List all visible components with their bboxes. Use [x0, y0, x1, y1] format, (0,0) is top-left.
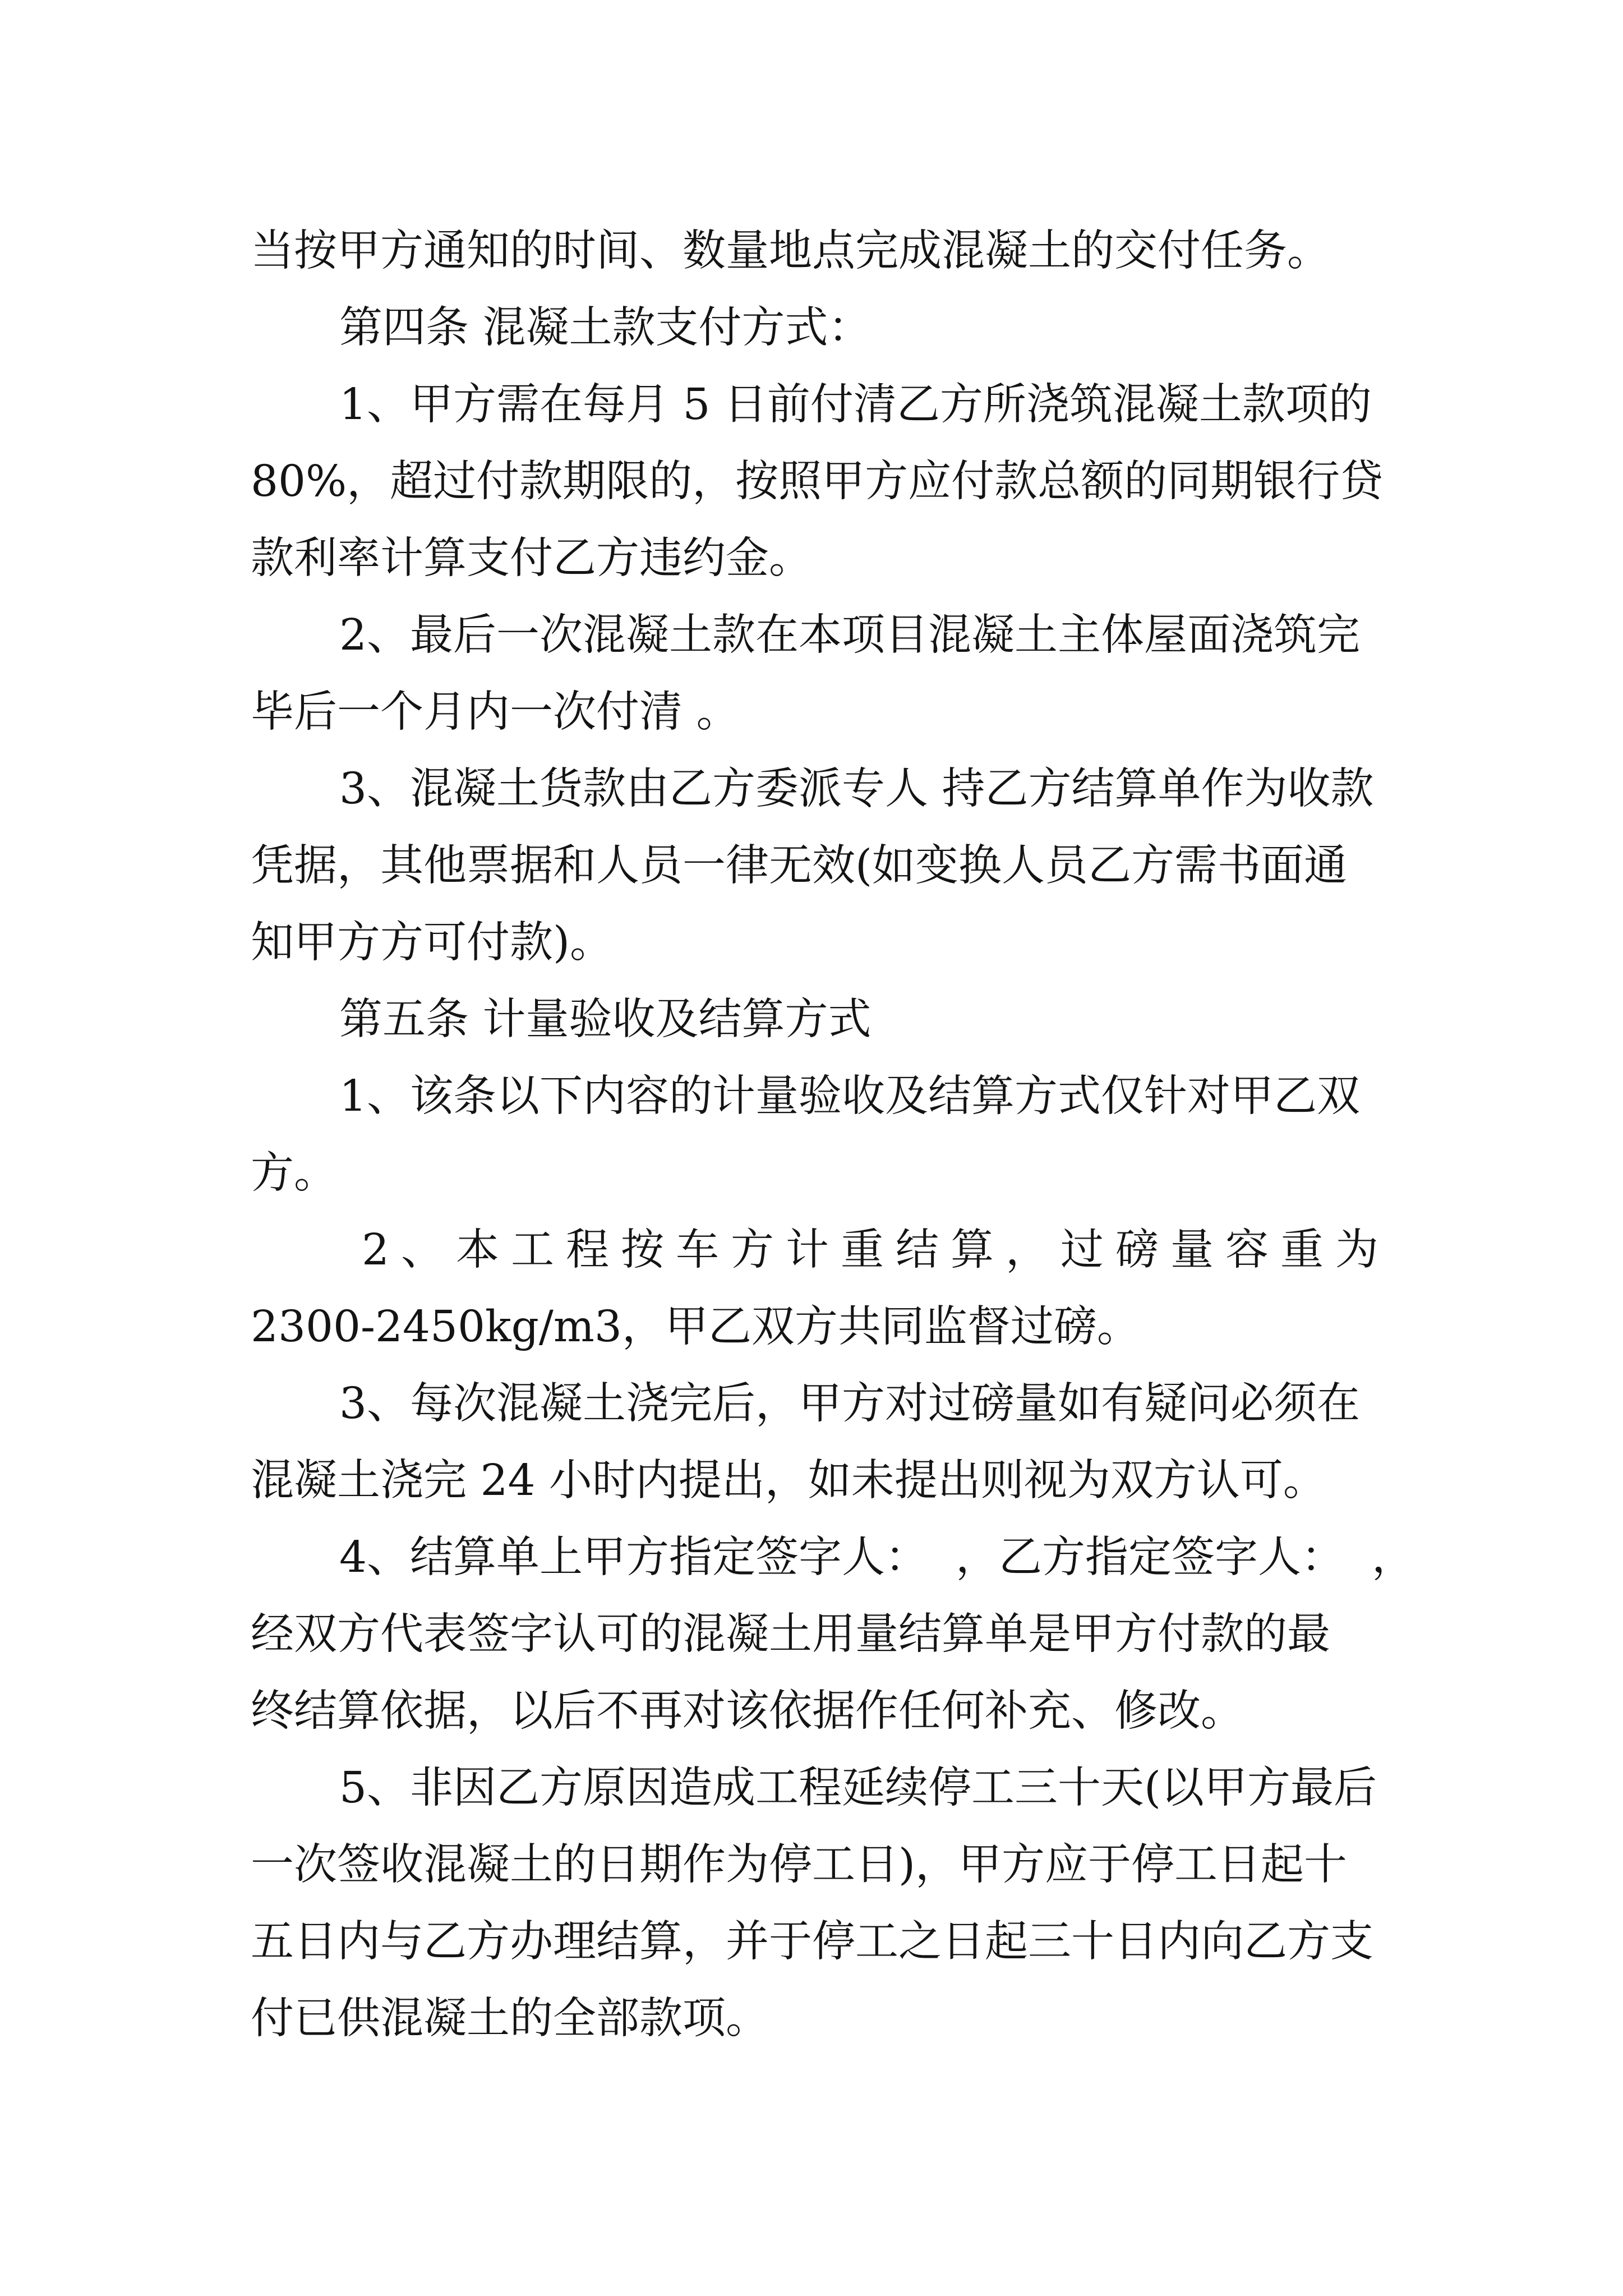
text-line: 付已供混凝土的全部款项。: [251, 1994, 769, 2044]
text-line: 4、结算单上甲方指定签字人： ，乙方指定签字人： ，: [339, 1533, 1415, 1582]
text-line: 1、该条以下内容的计量验收及结算方式仅针对甲乙双: [339, 1071, 1360, 1121]
text-line: 80%，超过付款期限的，按照甲方应付款总额的同期银行贷: [251, 457, 1384, 507]
text-line: 一次签收混凝土的日期作为停工日)，甲方应于停工日起十: [251, 1840, 1348, 1890]
text-line: 款利率计算支付乙方违约金。: [251, 533, 812, 583]
article-heading: 第四条 混凝土款支付方式：: [339, 303, 872, 353]
text-line: 毕后一个月内一次付清 。: [251, 687, 740, 737]
text-line: 当按甲方通知的时间、数量地点完成混凝土的交付任务。: [251, 226, 1330, 276]
text-line: 2、本工程按车方计重结算，过磅量容重为: [362, 1225, 1390, 1275]
document-body: [0, 213, 1623, 2057]
text-line: 混凝土浇完 24 小时内提出，如未提出则视为双方认可。: [251, 1456, 1326, 1506]
text-line: 1、甲方需在每月 5 日前付清乙方所浇筑混凝土款项的: [339, 380, 1372, 430]
text-line: 2300-2450kg/m3，甲乙双方共同监督过磅。: [251, 1302, 1140, 1352]
text-line: 5、非因乙方原因造成工程延续停工三十天(以甲方最后: [339, 1763, 1377, 1813]
text-line: 3、每次混凝土浇完后，甲方对过磅量如有疑问必须在: [339, 1379, 1360, 1429]
text-line: 终结算依据，以后不再对该依据作任何补充、修改。: [251, 1686, 1244, 1736]
text-line: 2、最后一次混凝土款在本项目混凝土主体屋面浇筑完: [339, 610, 1360, 660]
text-line: 五日内与乙方办理结算，并于停工之日起三十日内向乙方支: [251, 1917, 1373, 1967]
text-line: 知甲方方可付款)。: [251, 918, 614, 968]
article-heading: 第五条 计量验收及结算方式: [339, 995, 872, 1045]
text-line: 凭据，其他票据和人员一律无效(如变换人员乙方需书面通: [251, 841, 1348, 891]
text-line: 3、混凝土货款由乙方委派专人 持乙方结算单作为收款: [339, 764, 1374, 814]
text-line: 经双方代表签字认可的混凝土用量结算单是甲方付款的最: [251, 1609, 1330, 1659]
text-line: 方。: [251, 1148, 337, 1198]
